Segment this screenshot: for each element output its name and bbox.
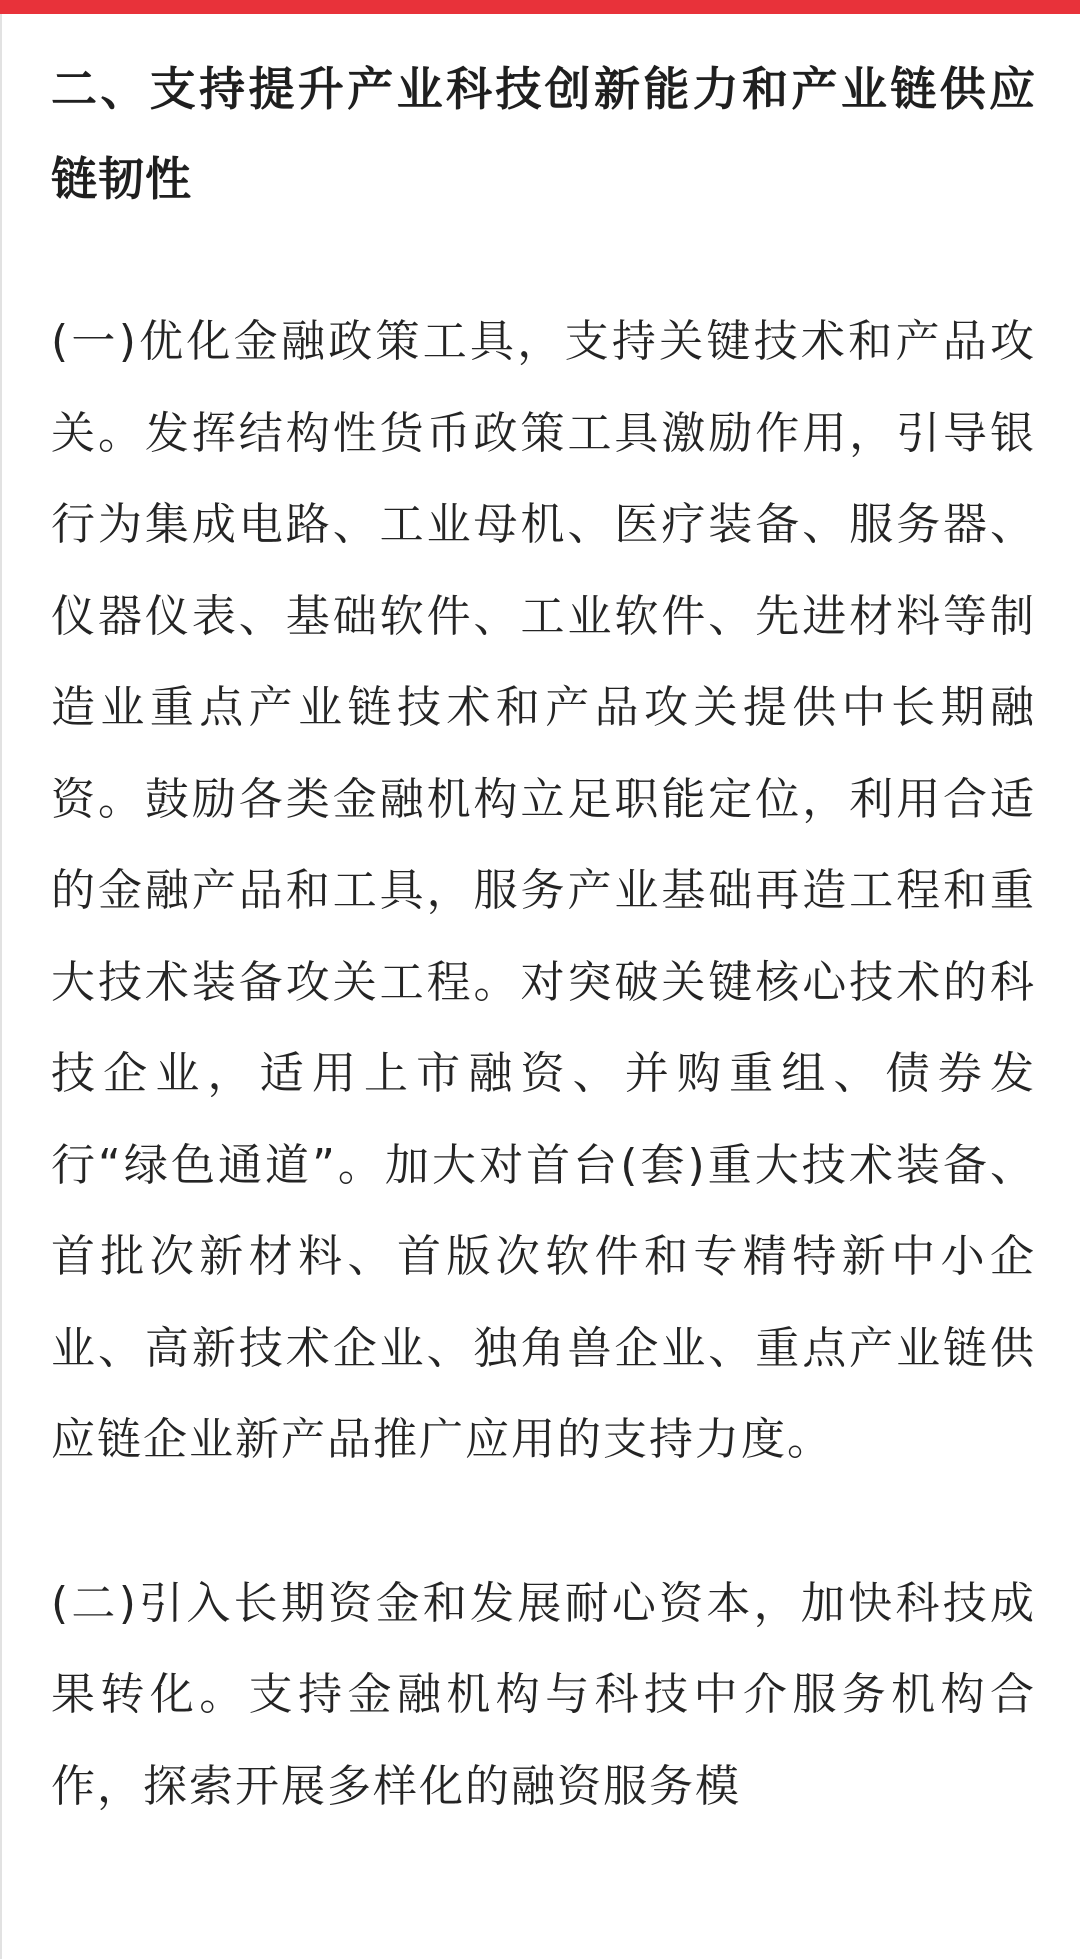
article-body xyxy=(51,44,1036,1832)
top-accent-bar xyxy=(0,0,1080,14)
paragraph-1: (一)优化金融政策工具，支持关键技术和产品攻关。发挥结构性货币政策工具激励作用，引导银行为集成电路、工业母机、医疗装备、服务器、仪器仪表、基础软件、工业软件、先进材料等制造业重点产业链技术和产品攻关提供中长期融资。鼓励各类金融机构立足职能定位，利用合适的金融产品和工具，服务产业基础再造工程和重大技术装备攻关工程。对突破关键核心技术的科技企业，适用上市融资、并购重组、债券发行“绿色通道”。加大对首台(套)重大技术装备、首批次新材料、首版次软件和专精特新中小企业、高新技术企业、独角兽企业、重点产业链供应链企业新产品推广应用的支持力度。 xyxy=(51,316,1036,1465)
section-heading: 二、支持提升产业科技创新能力和产业链供应链韧性 xyxy=(51,62,1036,206)
paragraph-2: (二)引入长期资金和发展耐心资本，加快科技成果转化。支持金融机构与科技中介服务机构合作，探索开展多样化的融资服务模 xyxy=(51,1577,1036,1812)
left-edge-divider xyxy=(0,14,2,1959)
